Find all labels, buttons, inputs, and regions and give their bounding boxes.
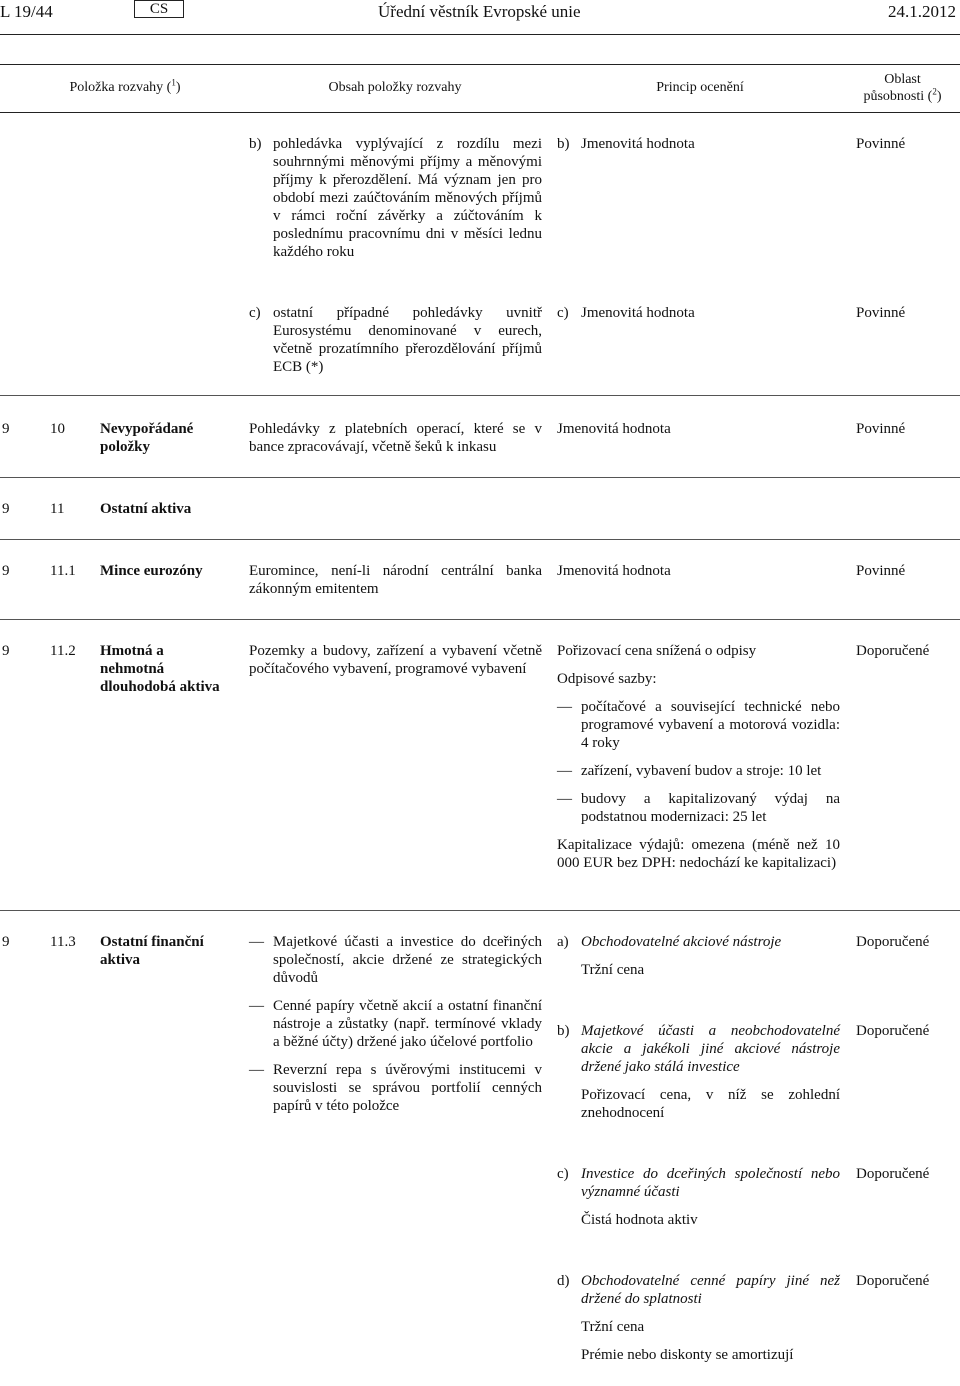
row-c-content-item [249, 304, 542, 376]
content-dash-item [249, 1061, 542, 1115]
row-separator [0, 619, 960, 620]
principle-b-scope: Doporučené [856, 1023, 930, 1039]
principle-c [557, 1165, 840, 1229]
row-9-10-num1: 9 [2, 421, 10, 437]
row-c-scope: Povinné [856, 305, 906, 321]
language-code-box: CS [134, 0, 184, 18]
column-header-item-label: Položka rozvahy [69, 80, 164, 95]
row-b-principle [557, 135, 840, 153]
principle-paragraph: Kapitalizace výdajů: omezena (méně než 10 000 EUR bez DPH: nedochází ke kapitalizaci) [557, 837, 840, 871]
row-9-11-1-num1: 9 [2, 563, 10, 579]
dash-marker: — [557, 699, 572, 715]
dash-marker: — [249, 1062, 264, 1078]
spacer [581, 1076, 840, 1086]
principle-d [557, 1272, 840, 1364]
spacer [581, 1308, 840, 1318]
row-9-11-3-num1: 9 [2, 934, 10, 950]
principle-b [557, 1022, 840, 1122]
row-c-content-text: ostatní případné pohledávky uvnitř Eurosystému denominované v eurech, včetně prozatímního přerozdělování příjmů ECB (*) [273, 305, 542, 375]
dash-item-text: zařízení, vybavení budov a stroje: 10 let [581, 763, 822, 779]
row-9-11-1-content: Euromince, není-li národní centrální banka zákonným emitentem [249, 563, 542, 597]
row-9-10-principle: Jmenovitá hodnota [557, 421, 671, 437]
row-9-10-content: Pohledávky z platebních operací, které se v bance zpracovávají, včetně šeků k inkasu [249, 421, 542, 455]
row-b-principle-marker: b) [557, 136, 570, 152]
principle-dash-item [557, 698, 840, 752]
dash-marker: — [557, 791, 572, 807]
journal-title: Úřední věstník Evropské unie [378, 2, 581, 21]
column-header-scope-label: působnosti [863, 89, 925, 104]
spacer [249, 1051, 542, 1061]
row-9-11-2-content: Pozemky a budovy, zařízení a vybavení včetně počítačového vybavení, programové vybavení [249, 643, 542, 677]
dash-item-text: Majetkové účasti a investice do dceřiných společností, akcie držené ze strategických důvodů [273, 934, 542, 986]
row-9-11-1-title: Mince eurozóny [100, 563, 203, 579]
row-9-11-1-num2: 11.1 [50, 563, 76, 579]
principle-c-title: Investice do dceřiných společností nebo významné účasti [581, 1166, 840, 1200]
principle-a-title: Obchodovatelné akciové nástroje [581, 934, 782, 950]
row-b-content-item [249, 135, 542, 261]
principle-d-marker: d) [557, 1273, 570, 1289]
footnote-ref-2: 2 [932, 86, 937, 97]
table-head-bottom-rule [0, 112, 960, 113]
row-b-scope: Povinné [856, 136, 906, 152]
row-9-11-title: Ostatní aktiva [100, 501, 192, 517]
row-separator [0, 539, 960, 540]
row-c-principle-marker: c) [557, 305, 569, 321]
dash-item-text: počítačové a související technické nebo programové vybavení a motorová vozidla: 4 roky [581, 699, 840, 751]
column-header-content: Obsah položky rozvahy [328, 80, 462, 95]
spacer [557, 826, 840, 836]
principle-paragraph: Pořizovací cena snížená o odpisy [557, 643, 757, 659]
row-9-11-1-scope: Povinné [856, 563, 906, 579]
dash-marker: — [557, 763, 572, 779]
row-9-11-2-scope: Doporučené [856, 643, 930, 659]
principle-c-marker: c) [557, 1166, 569, 1182]
row-9-10-scope: Povinné [856, 421, 906, 437]
principle-c-scope: Doporučené [856, 1166, 930, 1182]
column-header-scope-line2: působnosti ($^2$) [863, 86, 942, 104]
principle-dash-item [557, 790, 840, 826]
row-b-principle-item [557, 135, 840, 153]
principle-a-item [557, 933, 840, 979]
principle-b-title: Majetkové účasti a neobchodovatelné akcie a jakékoli jiné akciové nástroje držené jako stálá investice [581, 1023, 840, 1075]
principle-d-scope: Doporučené [856, 1273, 930, 1289]
row-separator [0, 395, 960, 396]
content-dash-item [249, 933, 542, 987]
principle-paragraph: Odpisové sazby: [557, 671, 657, 687]
column-header-item: Položka rozvahy ($^1$) [69, 77, 181, 95]
row-b-principle-text: Jmenovitá hodnota [581, 136, 695, 152]
row-9-11-num1: 9 [2, 501, 10, 517]
row-b-marker: b) [249, 136, 262, 152]
row-9-11-3-content [249, 933, 542, 1115]
publication-date: 24.1.2012 [888, 2, 956, 21]
row-9-11-2-title: Hmotná a nehmotná dlouhodobá aktiva [100, 643, 220, 695]
dash-marker: — [249, 934, 264, 950]
principle-d-value-2: Prémie nebo diskonty se amortizují [581, 1347, 794, 1363]
row-9-11-3-num2: 11.3 [50, 934, 76, 950]
spacer [581, 951, 840, 961]
principle-d-value: Tržní cena [581, 1319, 645, 1335]
column-header-principle: Princip ocenění [656, 80, 744, 95]
spacer [557, 688, 840, 698]
principle-a-marker: a) [557, 934, 569, 950]
dash-marker: — [249, 998, 264, 1014]
spacer [557, 780, 840, 790]
row-9-11-2-num1: 9 [2, 643, 10, 659]
principle-d-title: Obchodovatelné cenné papíry jiné než držené do splatnosti [581, 1273, 840, 1307]
dash-item-text: Reverzní repa s úvěrovými institucemi v souvislosti se správou portfolií cenných papírů v této položce [273, 1062, 542, 1114]
principle-a [557, 933, 840, 979]
principle-b-item [557, 1022, 840, 1122]
spacer [249, 987, 542, 997]
row-9-11-3-title: Ostatní finanční aktiva [100, 934, 204, 968]
spacer [557, 660, 840, 670]
principle-a-scope: Doporučené [856, 934, 930, 950]
spacer [581, 1336, 840, 1346]
principle-b-marker: b) [557, 1023, 570, 1039]
spacer [581, 1201, 840, 1211]
header-rule [0, 34, 960, 35]
spacer [557, 752, 840, 762]
row-b-content [249, 135, 542, 261]
page-header [0, 0, 960, 34]
page-reference: L 19/44 [0, 2, 53, 21]
table-head-top-rule [0, 64, 960, 65]
column-header-scope-line1: Oblast [884, 72, 921, 87]
row-c-content [249, 304, 542, 376]
principle-a-value: Tržní cena [581, 962, 645, 978]
row-c-principle [557, 304, 840, 322]
dash-item-text: Cenné papíry včetně akcií a ostatní finanční nástroje a zůstatky (např. termínové vklady a běžné účty) držené jako účelové portfolio [273, 998, 542, 1050]
row-9-11-2-principle [557, 642, 840, 872]
row-c-principle-text: Jmenovitá hodnota [581, 305, 695, 321]
principle-c-item [557, 1165, 840, 1229]
footnote-ref-1: 1 [171, 77, 176, 88]
principle-c-value: Čistá hodnota aktiv [581, 1212, 698, 1228]
principle-d-item [557, 1272, 840, 1364]
column-header-scope [850, 71, 955, 105]
row-9-11-2-num2: 11.2 [50, 643, 76, 659]
principle-b-value: Pořizovací cena, v níž se zohlední znehodnocení [581, 1087, 840, 1121]
content-dash-item [249, 997, 542, 1051]
row-c-marker: c) [249, 305, 261, 321]
row-9-11-1-principle: Jmenovitá hodnota [557, 563, 671, 579]
row-separator [0, 477, 960, 478]
principle-dash-item [557, 762, 840, 780]
row-9-10-title: Nevypořádané položky [100, 421, 194, 455]
row-9-11-num2: 11 [50, 501, 65, 517]
row-b-content-text: pohledávka vyplývající z rozdílu mezi souhrnnými měnovými příjmy a měnovými příjmy k přerozdělení. Má význam jen pro období mezi zaúčtováním měnových příjmů v rámci roční závěrky a zúčtováním k poslednímu pracovnímu dni v měsíci lednu každého roku [273, 136, 542, 260]
dash-item-text: budovy a kapitalizovaný výdaj na podstatnou modernizaci: 25 let [581, 791, 840, 825]
row-separator [0, 910, 960, 911]
row-9-10-num2: 10 [50, 421, 65, 437]
row-c-principle-item [557, 304, 840, 322]
